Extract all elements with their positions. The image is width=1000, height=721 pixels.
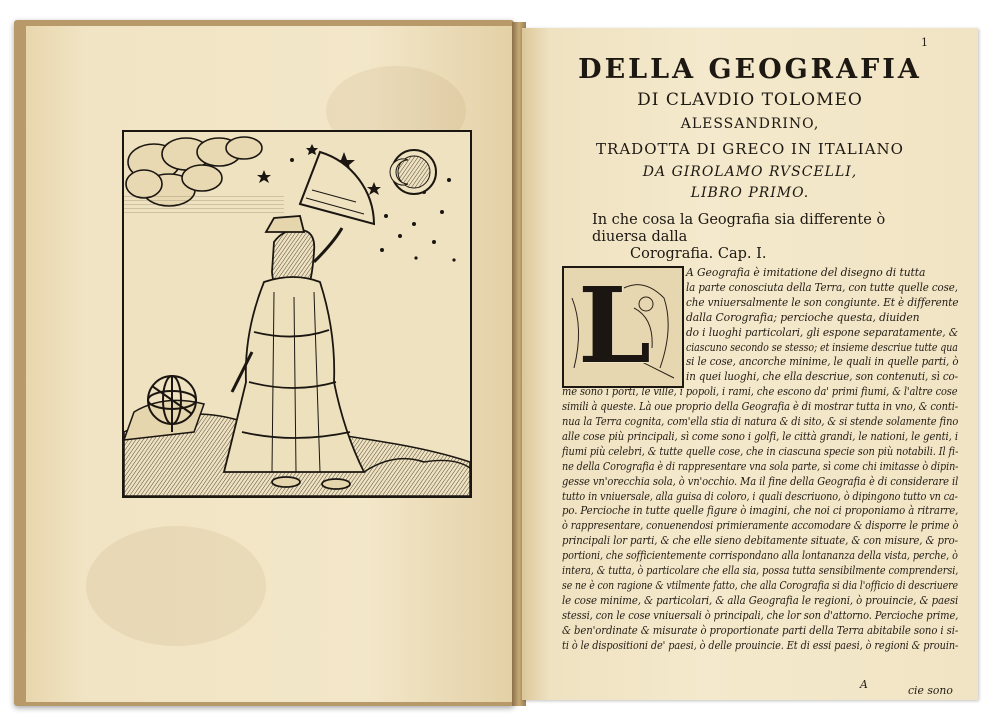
text-line: portioni, che sofficientemente corrispondano alla lontananza della vista, perche, ò <box>562 549 958 563</box>
text-line: nua la Terra cognita, com'ella stia di natura & di sito, & si stende solamente fino <box>562 415 959 428</box>
paper-stain <box>86 526 266 646</box>
title-line-2: DI CLAVDIO TOLOMEO <box>637 90 863 110</box>
text-line: fiumi più celebri, & tutte quelle cose, che in ciascuna specie son più notabili. Il fi- <box>562 444 959 458</box>
woodcut-svg <box>124 132 470 496</box>
text-line: po. Percioche in tutte quelle figure ò imagini, che noi ci proponiamo à ritrarre, <box>562 504 959 518</box>
chapter-heading-line-1: In che cosa la Geografia sia differente ò diuersa dalla <box>592 212 886 245</box>
text-line: ne della Corografia è di rappresentare vna sola parte, sì come chi imitasse ò dipin- <box>562 459 959 473</box>
text-line: gesse vn'orecchia sola, ò vn'occhio. Ma il fine della Geografia è di considerare il <box>562 474 959 488</box>
text-line: stessi, con le cose vniuersali ò principali, che lor son d'attorno. Percioche prime, <box>562 608 959 622</box>
text-line: si le cose, ancorche minime, le quali in quelle parti, ò <box>686 355 959 369</box>
text-line: alle cose più principali, sì come sono i golfi, le città grandi, le nationi, le genti, i <box>562 429 958 443</box>
text-line: me sono i porti, le ville, i popoli, i rami, che escono da' primi fiumi, & l'altre cose <box>562 385 958 399</box>
page-number: 1 <box>921 36 928 49</box>
title-line-5: DA GIROLAMO RVSCELLI, <box>642 164 858 180</box>
text-line: le cose minime, & particolari, & alla Geografia le regioni, ò prouincie, & paesi <box>562 593 959 607</box>
text-line: tutto in vniuersale, alla guisa di coloro, i quali descriuono, ò dipingono tutto vn ca- <box>562 489 958 503</box>
initial-letter: L <box>578 264 652 387</box>
chapter-heading-line-2: Corografia. Cap. I. <box>630 246 767 262</box>
text-line: che vniuersalmente le son congiunte. Et è differente <box>686 295 959 309</box>
text-line: & ben'ordinate & misurate ò proportionate parti della Terra abitabile sono i si- <box>562 623 959 637</box>
signature-mark: A <box>860 678 868 691</box>
text-line: in quei luoghi, che ella descriue, son contenuti, sì co- <box>686 370 959 384</box>
text-line: se ne è con ragione & vtilmente fatto, che alla Corografia si dia l'officio di descriuere <box>562 578 958 592</box>
text-line: intera, & tutta, ò particolare che ella sia, possa tutta sensibilmente comprendersi, <box>562 564 959 577</box>
title-line-3: ALESSANDRINO, <box>680 116 820 132</box>
text-line: A Geografia è imitatione del disegno di tutta <box>686 266 926 279</box>
text-line: dalla Corografia; percioche questa, diuiden <box>686 310 920 324</box>
title-line-4: TRADOTTA DI GRECO IN ITALIANO <box>596 140 904 158</box>
text-line: ti ò le dispositioni de' paesi, ò delle prouincie. Et di essi paesi, ò regioni & prouin- <box>562 638 959 652</box>
catchword: cie sono <box>908 684 953 697</box>
right-page <box>522 28 978 700</box>
text-line: ò rappresentare, conuenendosi primieramente accomodare & disporre le prime ò <box>562 519 959 533</box>
text-line: ciascuno secondo se stesso; et insieme descriue tutte qua <box>686 340 958 354</box>
text-line: la parte conosciuta della Terra, con tutte quelle cose, <box>686 280 958 294</box>
decorated-initial <box>562 266 684 388</box>
text-line: do i luoghi particolari, gli espone separatamente, & <box>686 325 959 339</box>
woodcut-illustration-ptolemy <box>122 130 472 498</box>
title-line-6: LIBRO PRIMO. <box>690 185 810 201</box>
chapter-heading <box>592 212 922 263</box>
text-line: simili à queste. Là oue proprio della Geografia è di mostrar tutta in vno, & conti- <box>562 400 959 414</box>
title-line-1: DELLA GEOGRAFIA <box>578 54 922 85</box>
left-page <box>26 26 514 702</box>
text-line: principali lor parti, & che elle sieno debitamente situate, & con misure, & pro- <box>562 534 958 548</box>
